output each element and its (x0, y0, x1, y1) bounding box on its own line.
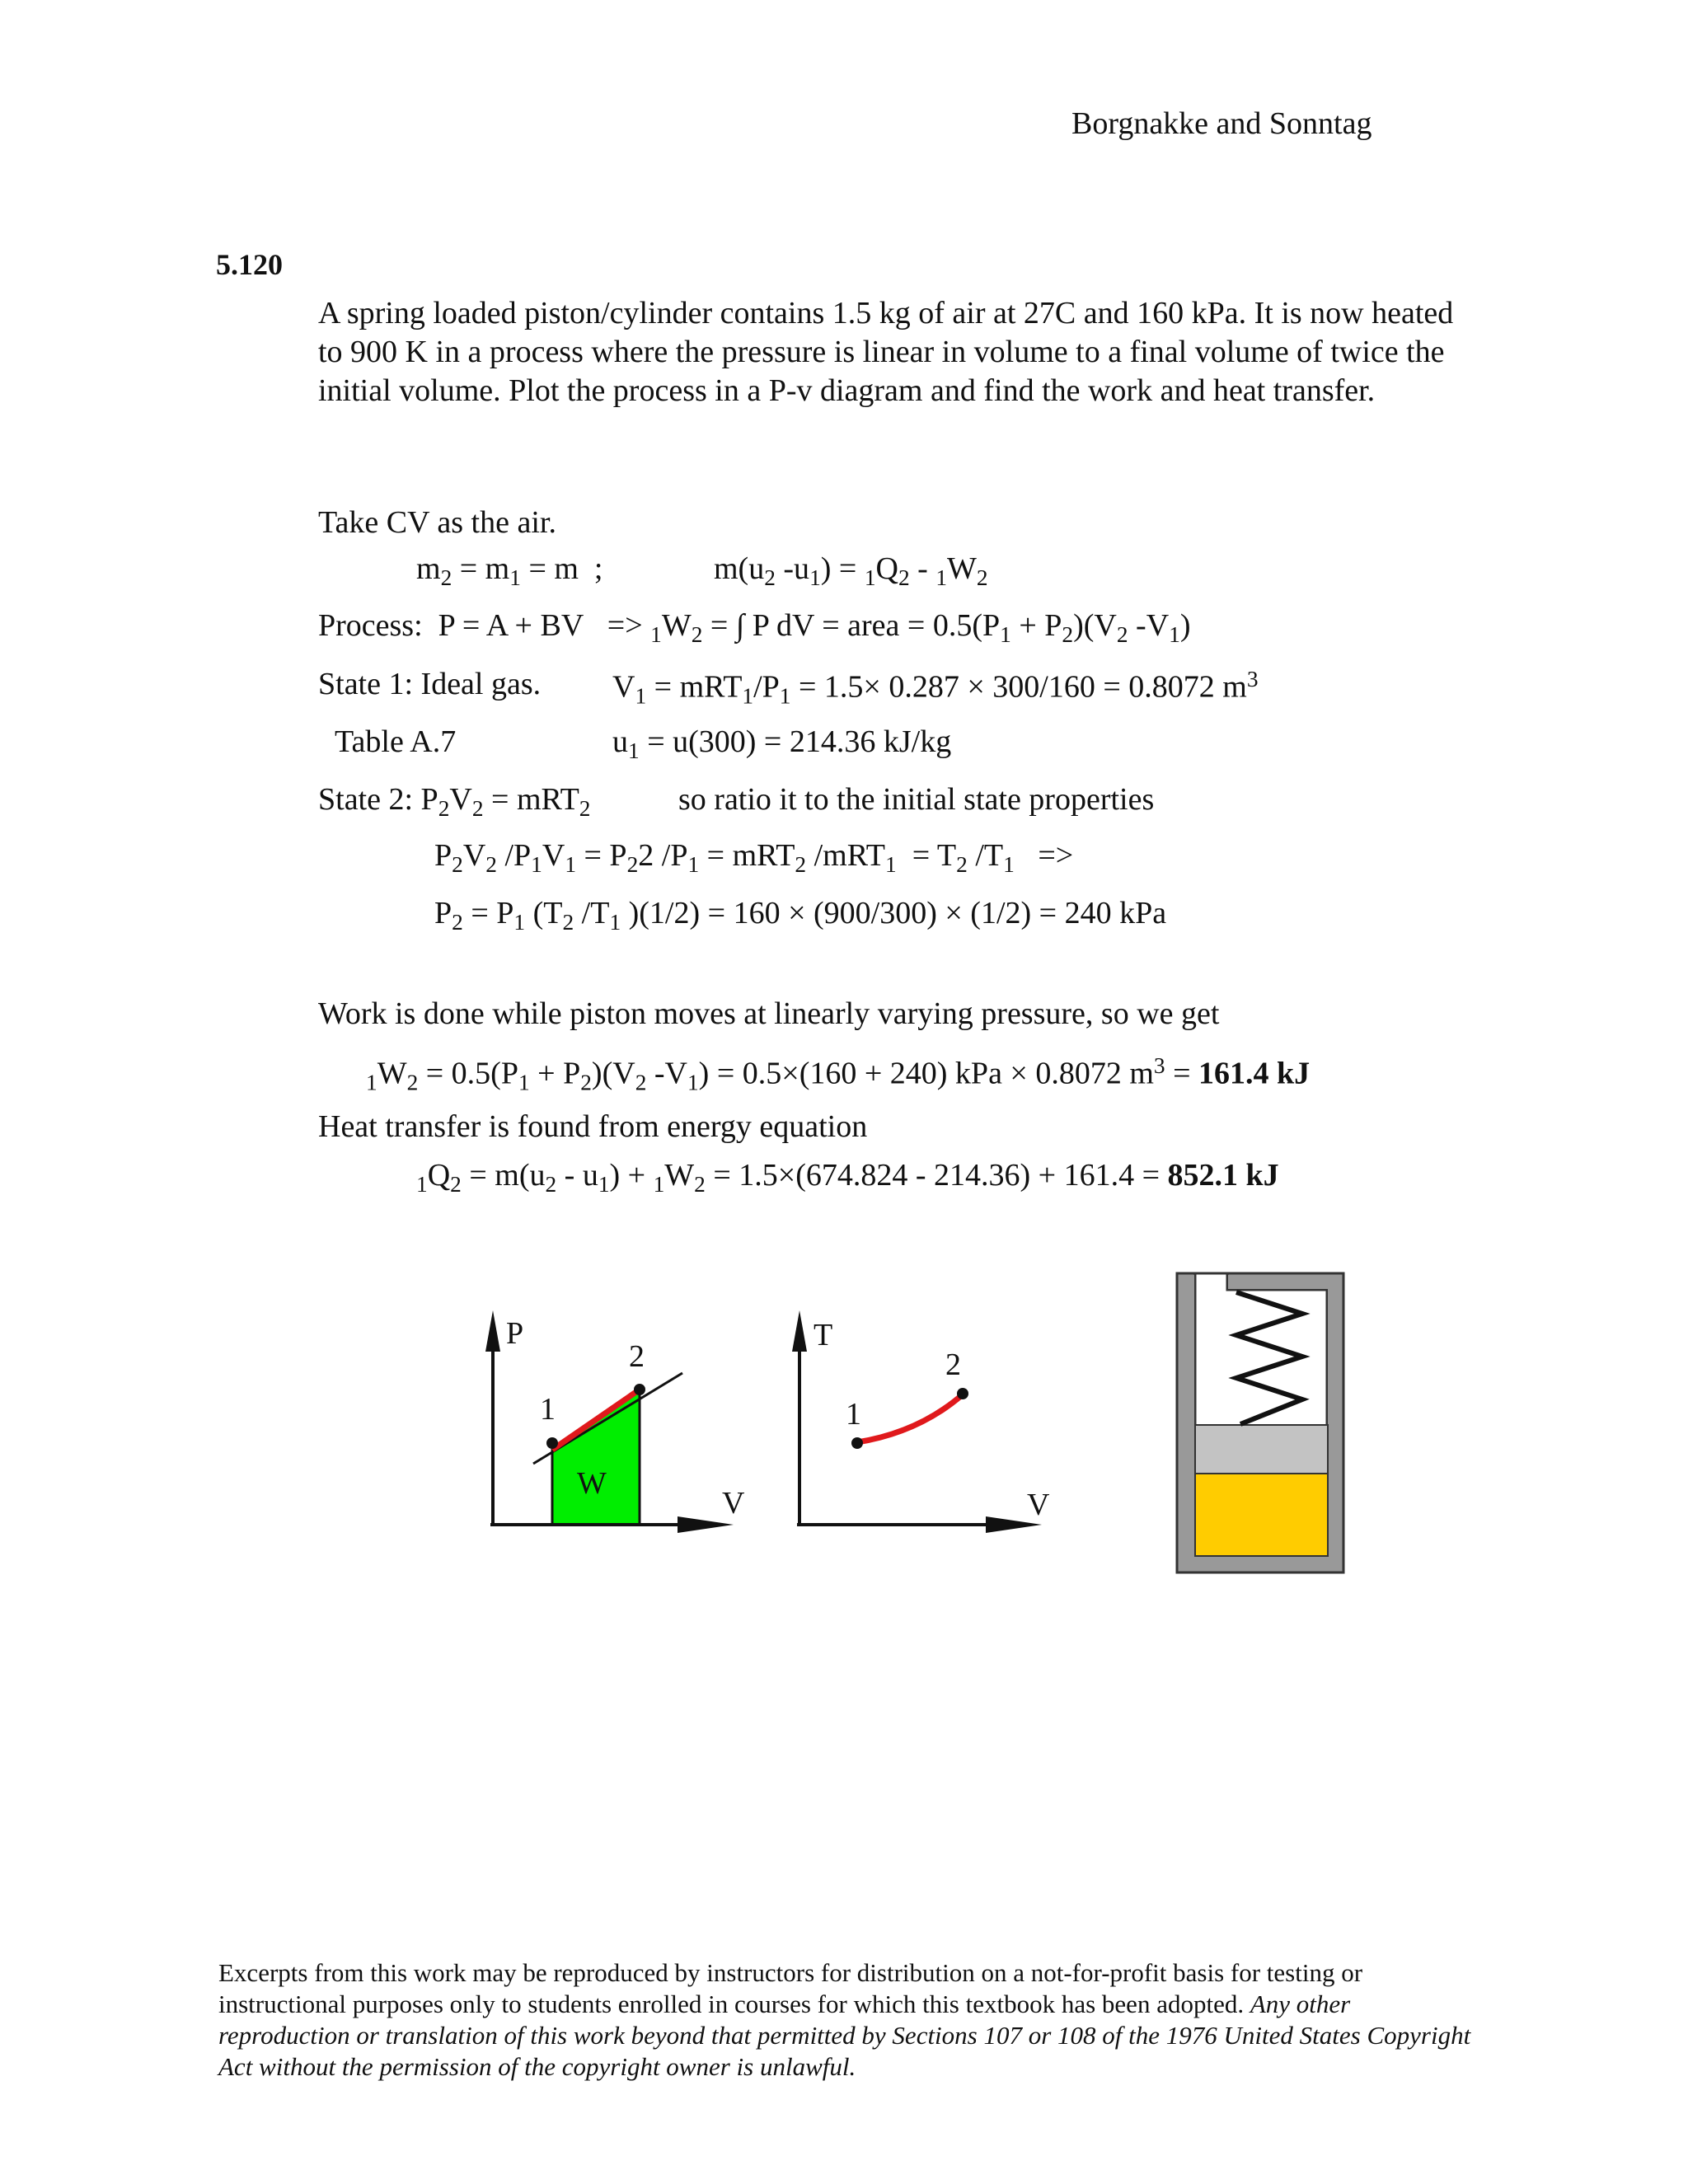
tv-state2-point (957, 1388, 968, 1399)
process-line: Process: P = A + BV => $_1W_2$ = ∫ P dV = area = $0.5(P_1 + P_2)(V_2$ $-V_1$) (318, 608, 1191, 648)
spring (1236, 1292, 1302, 1424)
u1-calc: = u(300) = 214.36 kJ/kg (639, 724, 952, 759)
control-volume-line: Take CV as the air. (318, 505, 556, 540)
heat-calc: = 1.5×(674.824 - 214.36) + 161.4 = (705, 1158, 1168, 1193)
tv-y-label: T (814, 1318, 833, 1352)
work-equation: $_1W_2 = 0.5(P_1 + P_2)(V_2$ $-V_1) = 0.5\times(160 + 240)$ kPa × 0.8072 $m^3 = 161.4$ kJ (366, 1053, 1311, 1095)
tv-state1-label: 1 (846, 1397, 861, 1432)
state1-volume-calc: = 1.5× 0.287 × 300/160 = 0.8072 m (790, 669, 1247, 705)
tv-y-arrow (792, 1310, 807, 1352)
process-label: Process: P = A + BV (318, 608, 584, 643)
pv-state2-point (634, 1384, 645, 1395)
state1-energy-equation: $u_1 = u(300) = 214.36$ kJ/kg (612, 724, 952, 764)
state2-line: State 2: $P_2V_2 = mRT_2$ (318, 782, 591, 822)
heat-result: 852.1 kJ (1167, 1158, 1279, 1193)
pv-diagram (485, 1310, 745, 1533)
pv-state1-point (546, 1437, 558, 1449)
heat-text: Heat transfer is found from energy equation (318, 1109, 868, 1144)
footer-italic-notice: Any other reproduction or translation of this work beyond that permitted by Sections 107 or 108 of the 1976 United States Copyright Act without the permission of the copyright owner is unlawful. (218, 1990, 1471, 2081)
pv-state1-label: 1 (540, 1392, 556, 1427)
state2-note: so ratio it to the initial state properties (678, 782, 1155, 817)
tv-state2-label: 2 (945, 1347, 961, 1382)
energy-equation: $m(u_2$ $-u_1) = _1Q_2 - _1W_2$ (714, 551, 988, 591)
piston (1195, 1425, 1328, 1474)
tv-x-label: V (1027, 1488, 1050, 1522)
ratio-arrow: => (1038, 838, 1074, 873)
work-result: 161.4 kJ (1198, 1056, 1311, 1091)
cylinder-left-wall (1179, 1275, 1194, 1571)
pv-state2-label: 2 (629, 1339, 645, 1374)
mass-balance-equation: $m_2 = m_1 = m$ ; (416, 551, 603, 591)
process-arrow: => (607, 608, 643, 643)
page-header: Borgnakke and Sonntag (1071, 106, 1372, 141)
cylinder-top-cap (1228, 1275, 1342, 1289)
piston-cylinder-illustration (1177, 1273, 1343, 1572)
problem-statement: A spring loaded piston/cylinder contains 1.5 kg of air at 27C and 160 kPa. It is now heated to 900 K in a process where the pressure is linear in volume to a final volume of twice the initial volume. Plot the process in a P-v diagram and find the work and heat transfer. (318, 296, 1454, 408)
problem-number: 5.120 (216, 248, 283, 281)
work-area-label: W (577, 1466, 607, 1501)
tv-diagram (792, 1310, 1050, 1533)
copyright-footer (218, 1957, 1471, 2083)
cylinder-right-wall (1328, 1275, 1342, 1571)
p2-equation: $P_2 = P_1$ ($T_2$ $/T_1$ )(1/2) = 160 × (900/300) × (1/2) = 240 kPa (434, 896, 1167, 935)
gas (1195, 1474, 1328, 1556)
work-calc: = 0.5×(160 + 240) kPa × 0.8072 m (709, 1056, 1154, 1091)
table-label: Table A.7 (335, 724, 457, 759)
footer-notice: Excerpts from this work may be reproduced by instructors for distribution on a not-for-profit basis for testing or instructional purposes only to students enrolled in courses for which this textbook has been adopted. (218, 1958, 1363, 2018)
pv-x-label: V (722, 1486, 745, 1521)
tv-process-curve (857, 1394, 963, 1442)
tv-state1-point (851, 1437, 863, 1449)
heat-equation: $_1Q_2 = m(u_2 - u_1) + _1W_2 = 1.5\times(674.824 - 214.36) + 161.4 = 852.1$ kJ (416, 1158, 1279, 1197)
pv-y-label: P (506, 1316, 524, 1351)
state1-label: State 1: Ideal gas. (318, 667, 542, 701)
state2-label: State 2: (318, 782, 421, 817)
state1-volume-equation: $V_1 = mRT_1/P_1 = 1.5\times 0.287 \times 300/160 = 0.8072$ $m^3$ (612, 667, 1259, 709)
ratio-equation: $P_2V_2$ $/P_1V_1 = P_22$ $/P_1 = mRT_2$ $/mRT_1 = T_2$ $/T_1$ => (434, 838, 1074, 878)
cylinder-bottom-wall (1179, 1557, 1342, 1571)
work-text: Work is done while piston moves at linearly varying pressure, so we get (318, 996, 1220, 1031)
p2-calc: )(1/2) = 160 × (900/300) × (1/2) = 240 kPa (621, 896, 1167, 930)
work-area (552, 1390, 640, 1525)
pv-y-arrow (485, 1310, 500, 1352)
